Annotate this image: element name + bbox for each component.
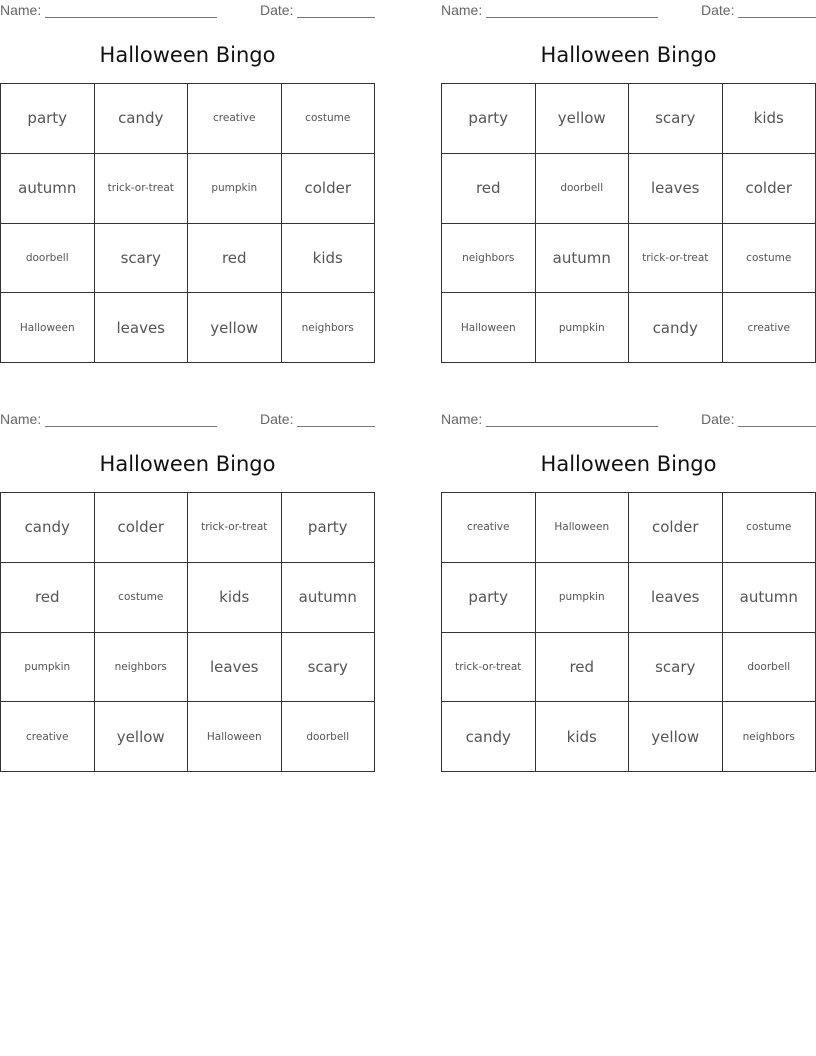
bingo-cell: scary xyxy=(95,224,189,294)
bingo-cell: creative xyxy=(1,702,95,772)
name-label: Name: xyxy=(0,2,42,18)
bingo-cell: doorbell xyxy=(536,154,630,224)
bingo-card xyxy=(441,0,816,363)
bingo-cell: yellow xyxy=(629,702,723,772)
bingo-cell: red xyxy=(188,224,282,294)
bingo-grid xyxy=(441,83,816,363)
date-blank-line xyxy=(738,17,816,18)
bingo-cell: trick-or-treat xyxy=(629,224,723,294)
bingo-cell: creative xyxy=(188,84,282,154)
bingo-grid xyxy=(441,492,816,772)
bingo-cell: autumn xyxy=(536,224,630,294)
card-header xyxy=(0,2,375,20)
bingo-cell: neighbors xyxy=(95,633,189,703)
date-label: Date: xyxy=(701,2,735,18)
bingo-cell: Halloween xyxy=(536,493,630,563)
bingo-grid xyxy=(0,83,375,363)
card-header xyxy=(441,411,816,429)
bingo-cell: leaves xyxy=(629,154,723,224)
bingo-cell: autumn xyxy=(1,154,95,224)
bingo-cell: costume xyxy=(95,563,189,633)
bingo-cell: red xyxy=(442,154,536,224)
card-header xyxy=(441,2,816,20)
name-label: Name: xyxy=(441,411,483,427)
bingo-grid xyxy=(0,492,375,772)
bingo-cell: colder xyxy=(723,154,816,224)
bingo-cell: party xyxy=(442,84,536,154)
bingo-cell: trick-or-treat xyxy=(188,493,282,563)
bingo-cell: neighbors xyxy=(442,224,536,294)
name-label: Name: xyxy=(441,2,483,18)
date-label: Date: xyxy=(701,411,735,427)
bingo-cell: Halloween xyxy=(442,293,536,363)
date-blank-line xyxy=(297,17,375,18)
bingo-card xyxy=(441,409,816,772)
bingo-cell: leaves xyxy=(629,563,723,633)
bingo-cell: candy xyxy=(1,493,95,563)
bingo-cell: Halloween xyxy=(1,293,95,363)
bingo-cell: candy xyxy=(95,84,189,154)
bingo-cell: doorbell xyxy=(282,702,376,772)
bingo-cell: autumn xyxy=(723,563,816,633)
card-title: Halloween Bingo xyxy=(540,452,717,476)
bingo-cell: yellow xyxy=(95,702,189,772)
bingo-cell: scary xyxy=(629,633,723,703)
bingo-cell: candy xyxy=(629,293,723,363)
bingo-cell: trick-or-treat xyxy=(95,154,189,224)
bingo-cell: colder xyxy=(282,154,376,224)
bingo-cell: leaves xyxy=(188,633,282,703)
bingo-cell: neighbors xyxy=(282,293,376,363)
bingo-cell: red xyxy=(536,633,630,703)
bingo-cell: autumn xyxy=(282,563,376,633)
bingo-cell: costume xyxy=(723,224,816,294)
bingo-cell: party xyxy=(282,493,376,563)
bingo-cell: kids xyxy=(723,84,816,154)
bingo-cell: leaves xyxy=(95,293,189,363)
bingo-cell: yellow xyxy=(536,84,630,154)
bingo-cell: Halloween xyxy=(188,702,282,772)
bingo-cell: costume xyxy=(282,84,376,154)
bingo-cell: costume xyxy=(723,493,816,563)
bingo-cell: kids xyxy=(536,702,630,772)
card-title: Halloween Bingo xyxy=(540,43,717,67)
bingo-cell: pumpkin xyxy=(536,563,630,633)
name-blank-line xyxy=(45,17,217,18)
name-blank-line xyxy=(486,426,658,427)
bingo-cell: creative xyxy=(442,493,536,563)
bingo-cell: yellow xyxy=(188,293,282,363)
bingo-cell: scary xyxy=(282,633,376,703)
card-header xyxy=(0,411,375,429)
card-title: Halloween Bingo xyxy=(99,452,276,476)
bingo-cell: red xyxy=(1,563,95,633)
date-label: Date: xyxy=(260,411,294,427)
bingo-card xyxy=(0,0,375,363)
bingo-card xyxy=(0,409,375,772)
bingo-cell: kids xyxy=(188,563,282,633)
bingo-cell: pumpkin xyxy=(536,293,630,363)
date-label: Date: xyxy=(260,2,294,18)
bingo-cell: doorbell xyxy=(723,633,816,703)
bingo-cell: party xyxy=(1,84,95,154)
bingo-cell: doorbell xyxy=(1,224,95,294)
bingo-cell: neighbors xyxy=(723,702,816,772)
bingo-cell: trick-or-treat xyxy=(442,633,536,703)
bingo-cell: creative xyxy=(723,293,816,363)
bingo-cell: kids xyxy=(282,224,376,294)
date-blank-line xyxy=(297,426,375,427)
bingo-cell: colder xyxy=(629,493,723,563)
bingo-cell: pumpkin xyxy=(188,154,282,224)
name-blank-line xyxy=(45,426,217,427)
name-blank-line xyxy=(486,17,658,18)
name-label: Name: xyxy=(0,411,42,427)
date-blank-line xyxy=(738,426,816,427)
bingo-cell: colder xyxy=(95,493,189,563)
bingo-cell: scary xyxy=(629,84,723,154)
bingo-cell: pumpkin xyxy=(1,633,95,703)
bingo-cell: candy xyxy=(442,702,536,772)
card-title: Halloween Bingo xyxy=(99,43,276,67)
bingo-cell: party xyxy=(442,563,536,633)
